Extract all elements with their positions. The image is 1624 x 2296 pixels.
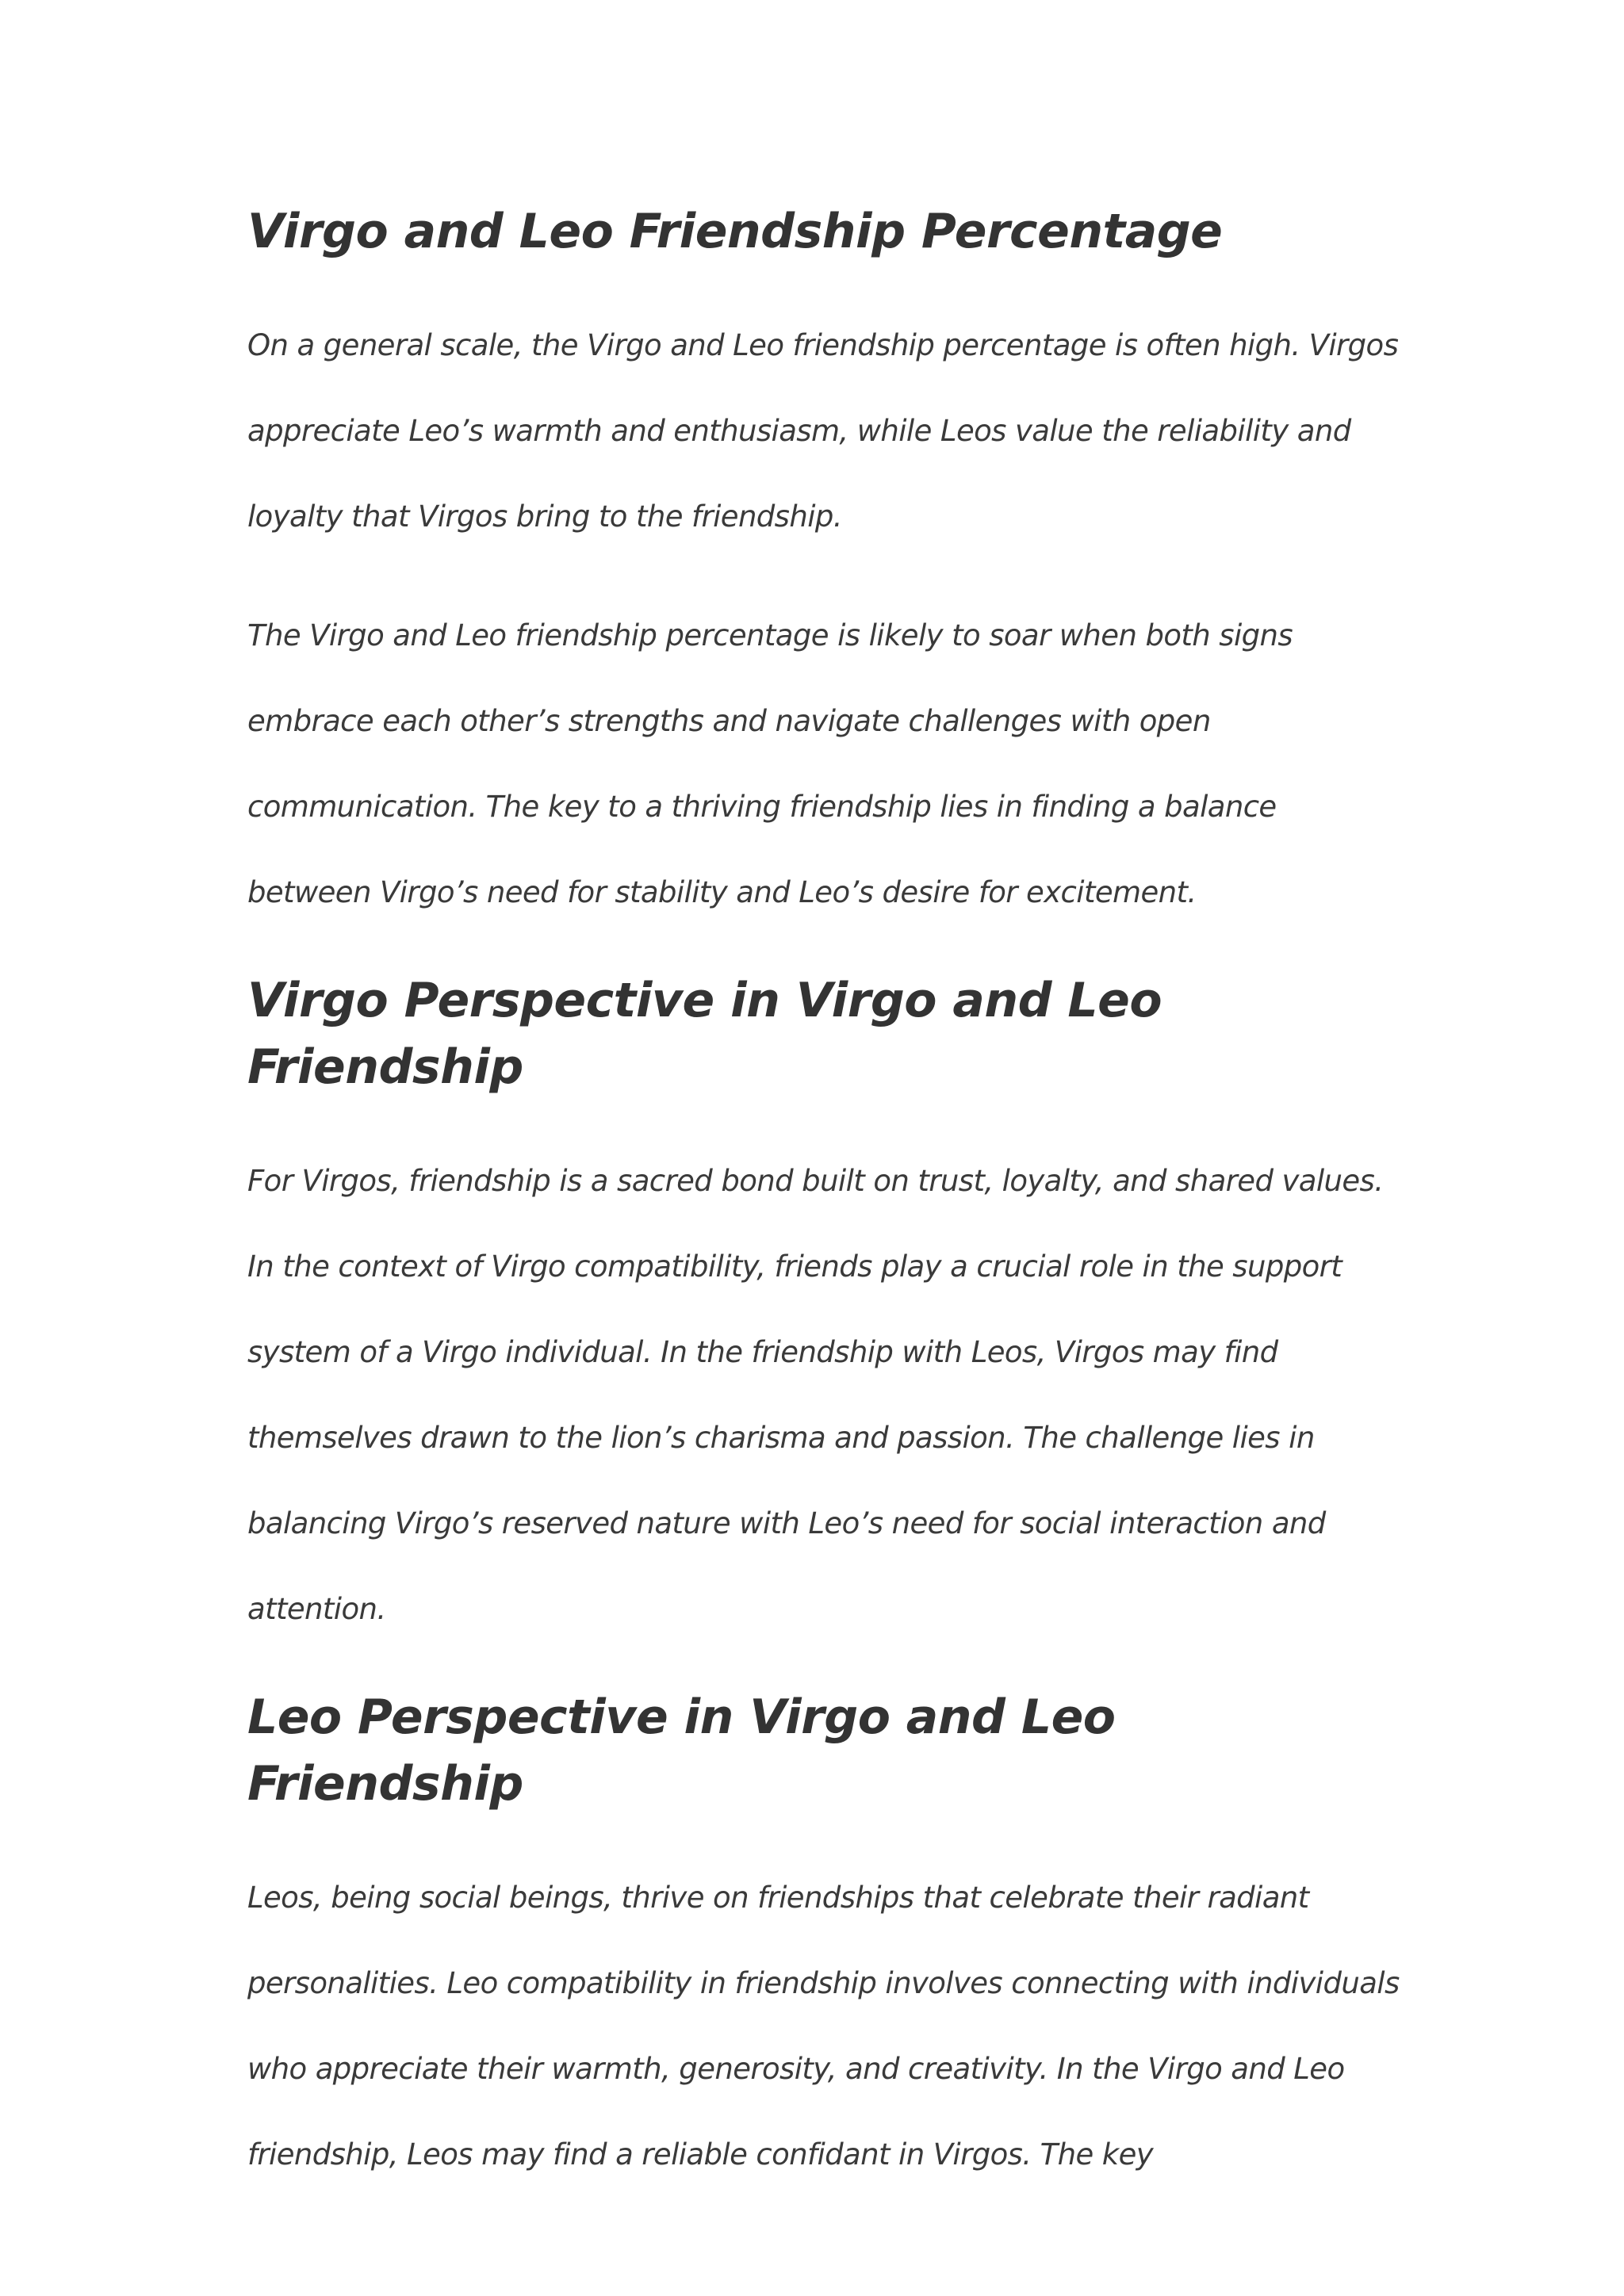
section-heading-virgo-perspective: Virgo Perspective in Virgo and Leo Friendship xyxy=(247,973,1162,1095)
paragraph-friendship-percentage-2: The Virgo and Leo friendship percentage is likely to soar when both signs embrace each other’s strengths and navigate challenges with open communication. The key to a thriving friendship lies in finding a balance between Virgo’s need for stability and Leo’s desire for excitement. xyxy=(247,618,1293,909)
article-body xyxy=(247,198,1405,2198)
paragraph-leo-perspective-1: Leos, being social beings, thrive on friendships that celebrate their radiant personalities. Leo compatibility in friendship involves connecting with individuals who appreciate their warmth, generosity, and creativity. In the Virgo and Leo friendship, Leos may find a reliable confidant in Virgos. The key xyxy=(247,1881,1400,2172)
paragraph-friendship-percentage-1: On a general scale, the Virgo and Leo friendship percentage is often high. Virgos appreciate Leo’s warmth and enthusiasm, while Leos value the reliability and loyalty that Virgos bring to the friendship. xyxy=(247,328,1399,534)
section-heading-leo-perspective: Leo Perspective in Virgo and Leo Friendship xyxy=(247,1689,1116,1812)
section-heading-friendship-percentage: Virgo and Leo Friendship Percentage xyxy=(247,204,1223,259)
paragraph-virgo-perspective-1: For Virgos, friendship is a sacred bond built on trust, loyalty, and shared values. In the context of Virgo compatibility, friends play a crucial role in the support system of a Virgo individual. In the friendship with Leos, Virgos may find themselves drawn to the lion’s charisma and passion. The challenge lies in balancing Virgo’s reserved nature with Leo’s need for social interaction and attention. xyxy=(247,1164,1384,1626)
